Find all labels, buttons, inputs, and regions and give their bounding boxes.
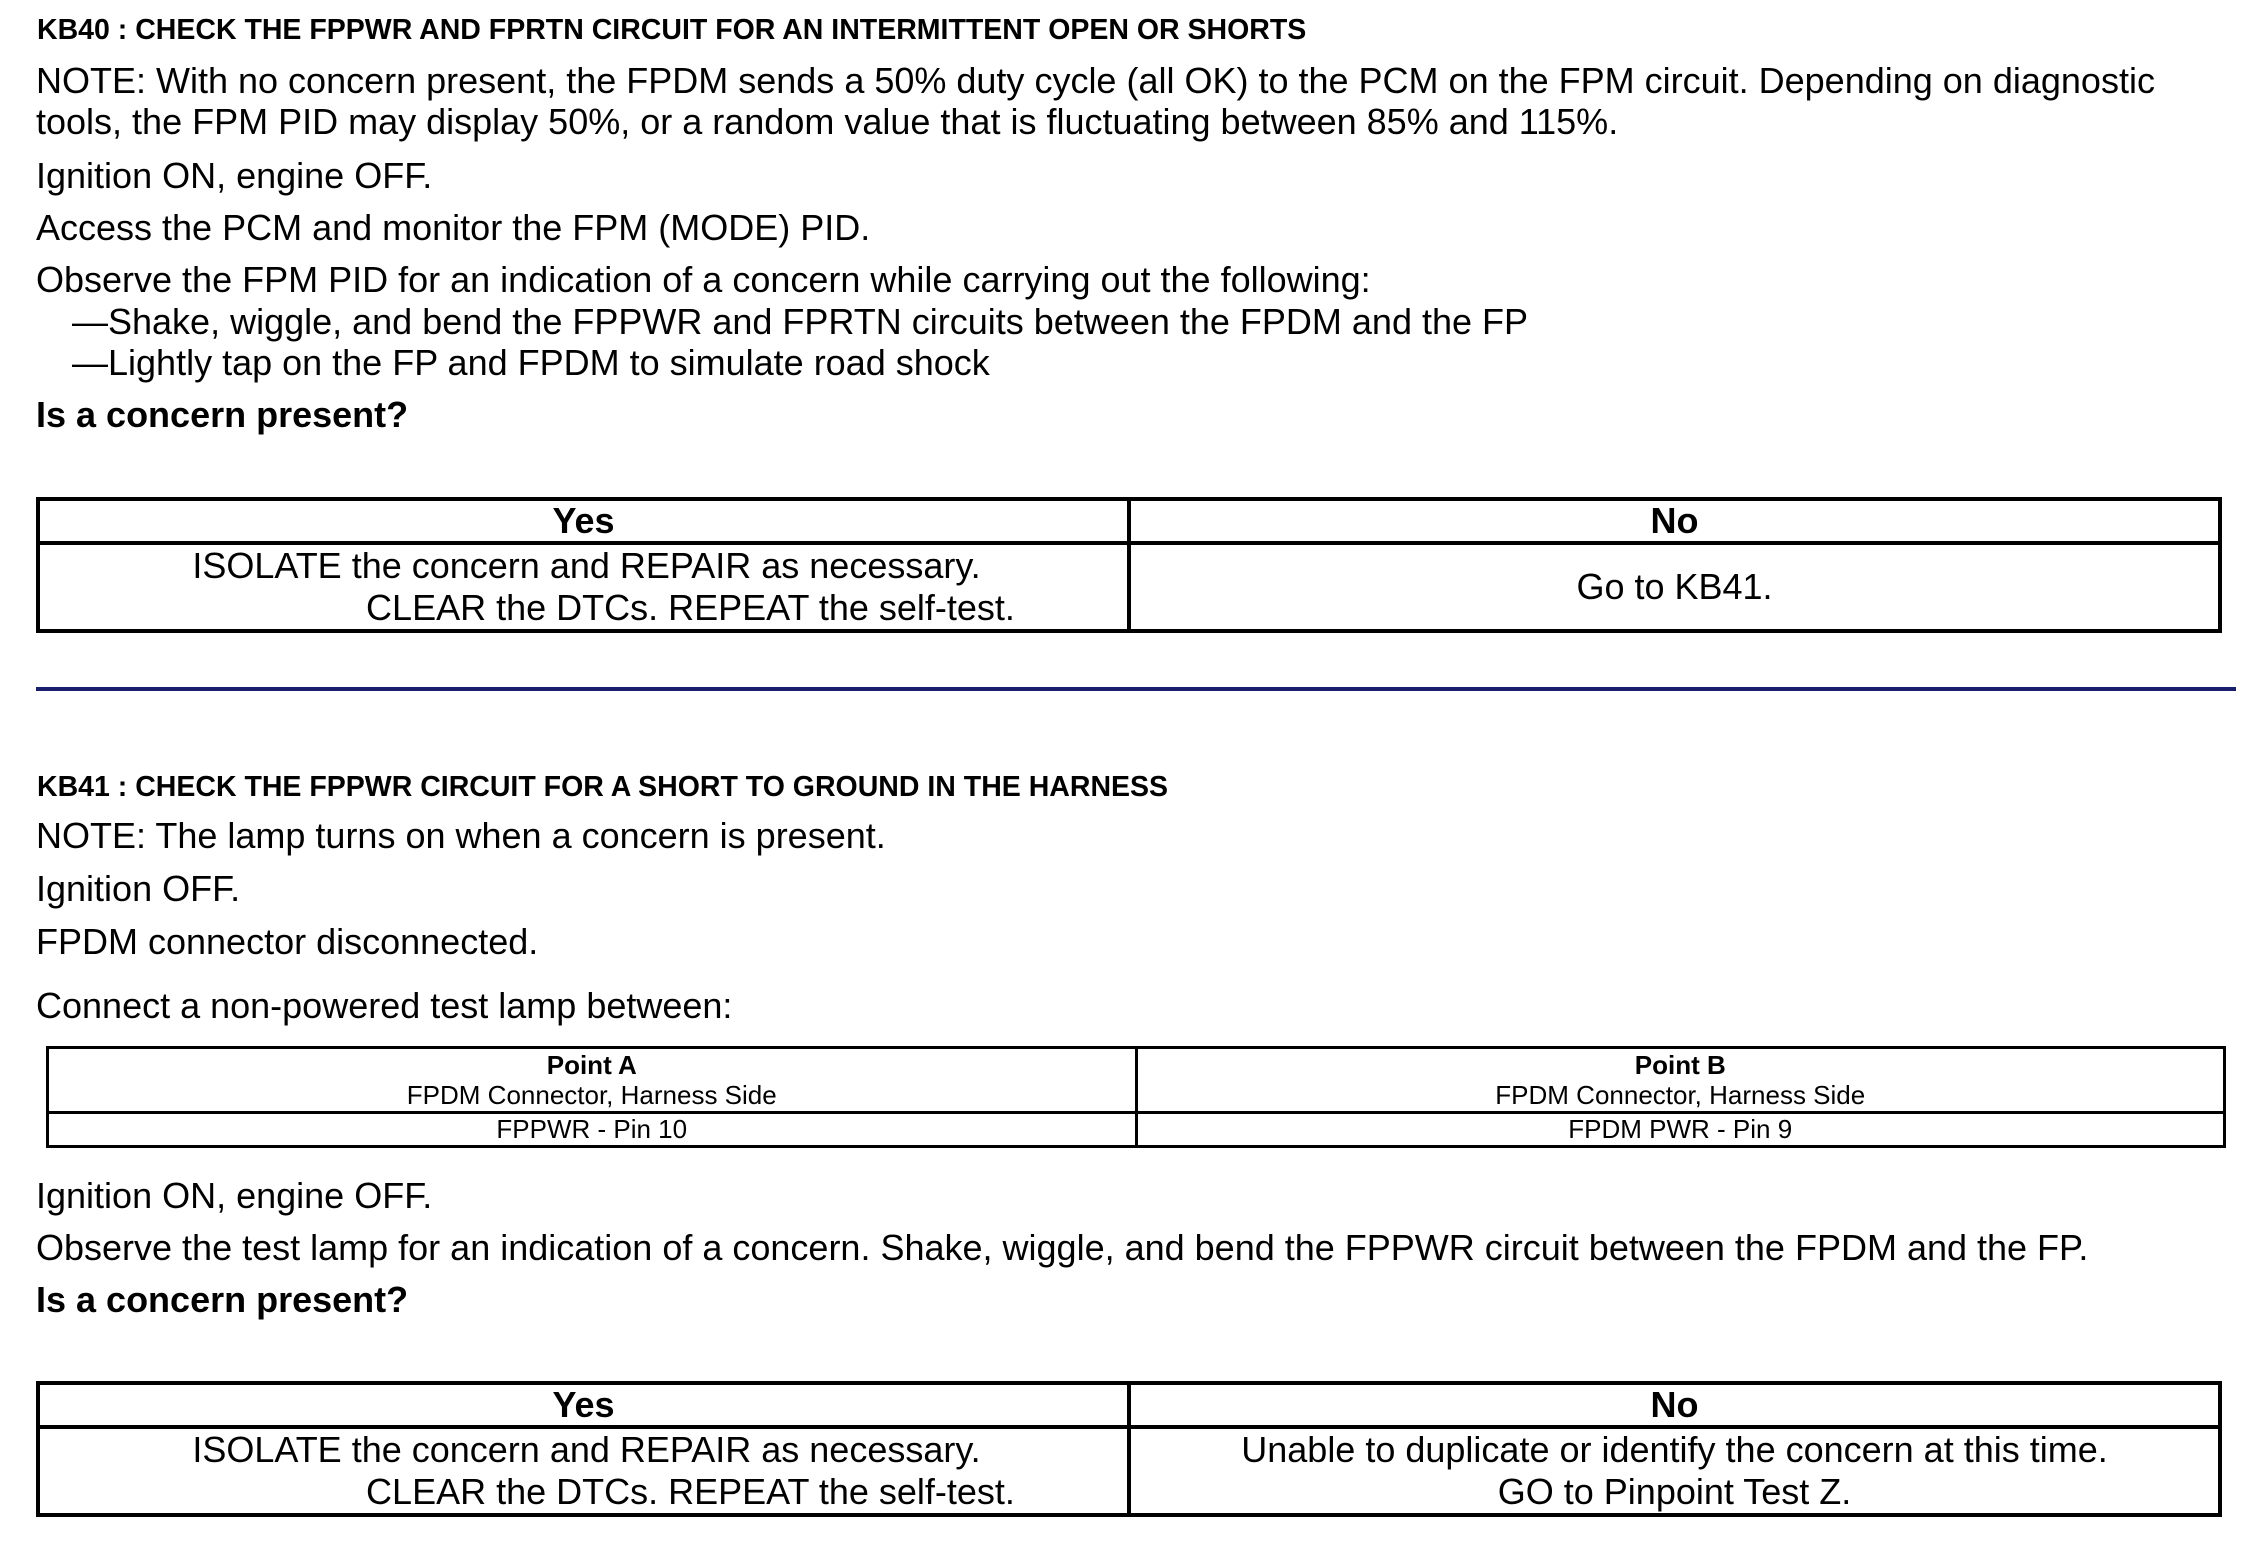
test-points-table <box>46 1046 2226 1148</box>
kb40-title: KB40 : CHECK THE FPPWR AND FPRTN CIRCUIT FOR AN INTERMITTENT OPEN OR SHORTS <box>37 14 1307 46</box>
kb41-no-line2: GO to Pinpoint Test Z. <box>1497 1471 1852 1512</box>
kb40-yes-header: Yes <box>38 499 1129 543</box>
point-b-subtitle: FPDM Connector, Harness Side <box>1495 1080 1866 1110</box>
kb41-question: Is a concern present? <box>36 1279 409 1320</box>
kb40-yes-cell <box>38 543 1129 631</box>
kb41-step-connect-lamp: Connect a non-powered test lamp between: <box>36 985 733 1026</box>
kb41-no-cell <box>1129 1427 2220 1515</box>
kb40-note-line1: NOTE: With no concern present, the FPDM sends a 50% duty cycle (all OK) to the PCM on the FPM circuit. Depending on diagnostic <box>36 60 2155 101</box>
point-b-header <box>1136 1048 2225 1113</box>
kb41-yes-line2: CLEAR the DTCs. REPEAT the self-test. <box>366 1471 1015 1512</box>
kb41-no-line1: Unable to duplicate or identify the concern at this time. <box>1241 1429 2108 1470</box>
kb40-question: Is a concern present? <box>36 394 409 435</box>
kb40-no-header: No <box>1129 499 2220 543</box>
kb40-bullet-tap: —Lightly tap on the FP and FPDM to simulate road shock <box>72 342 990 383</box>
kb40-no-cell <box>1129 543 2220 631</box>
kb41-note: NOTE: The lamp turns on when a concern is present. <box>36 815 886 856</box>
kb41-result-table <box>36 1381 2222 1517</box>
kb41-step-ignition-on: Ignition ON, engine OFF. <box>36 1175 433 1216</box>
kb41-yes-line1: ISOLATE the concern and REPAIR as necessary. <box>192 1429 981 1470</box>
kb40-note-line2: tools, the FPM PID may display 50%, or a random value that is fluctuating between 85% and 115%. <box>36 101 1619 142</box>
point-a-value: FPPWR - Pin 10 <box>48 1113 1137 1147</box>
point-a-title: Point A <box>546 1050 637 1080</box>
kb40-bullet-shake: —Shake, wiggle, and bend the FPPWR and FPRTN circuits between the FPDM and the FP <box>72 301 1529 342</box>
point-b-value: FPDM PWR - Pin 9 <box>1136 1113 2225 1147</box>
point-a-subtitle: FPDM Connector, Harness Side <box>406 1080 777 1110</box>
kb40-step-observe: Observe the FPM PID for an indication of a concern while carrying out the following: <box>36 259 1371 300</box>
section-divider <box>36 687 2236 691</box>
point-a-header <box>48 1048 1137 1113</box>
kb41-step-observe: Observe the test lamp for an indication of a concern. Shake, wiggle, and bend the FPPWR circuit between the FPDM and the FP. <box>36 1227 2089 1268</box>
kb41-yes-cell <box>38 1427 1129 1515</box>
kb41-step-connector-disconnected: FPDM connector disconnected. <box>36 921 539 962</box>
kb41-yes-header: Yes <box>38 1383 1129 1427</box>
kb40-yes-line1: ISOLATE the concern and REPAIR as necessary. <box>192 545 981 586</box>
kb40-step-ignition-on: Ignition ON, engine OFF. <box>36 155 433 196</box>
kb40-result-table <box>36 497 2222 633</box>
point-b-title: Point B <box>1634 1050 1726 1080</box>
kb41-step-ignition-off: Ignition OFF. <box>36 868 241 909</box>
kb41-title: KB41 : CHECK THE FPPWR CIRCUIT FOR A SHORT TO GROUND IN THE HARNESS <box>37 771 1169 803</box>
kb40-yes-line2: CLEAR the DTCs. REPEAT the self-test. <box>366 587 1015 628</box>
kb40-no-line1: Go to KB41. <box>1576 566 1773 607</box>
kb41-no-header: No <box>1129 1383 2220 1427</box>
kb40-step-access-pcm: Access the PCM and monitor the FPM (MODE) PID. <box>36 207 871 248</box>
